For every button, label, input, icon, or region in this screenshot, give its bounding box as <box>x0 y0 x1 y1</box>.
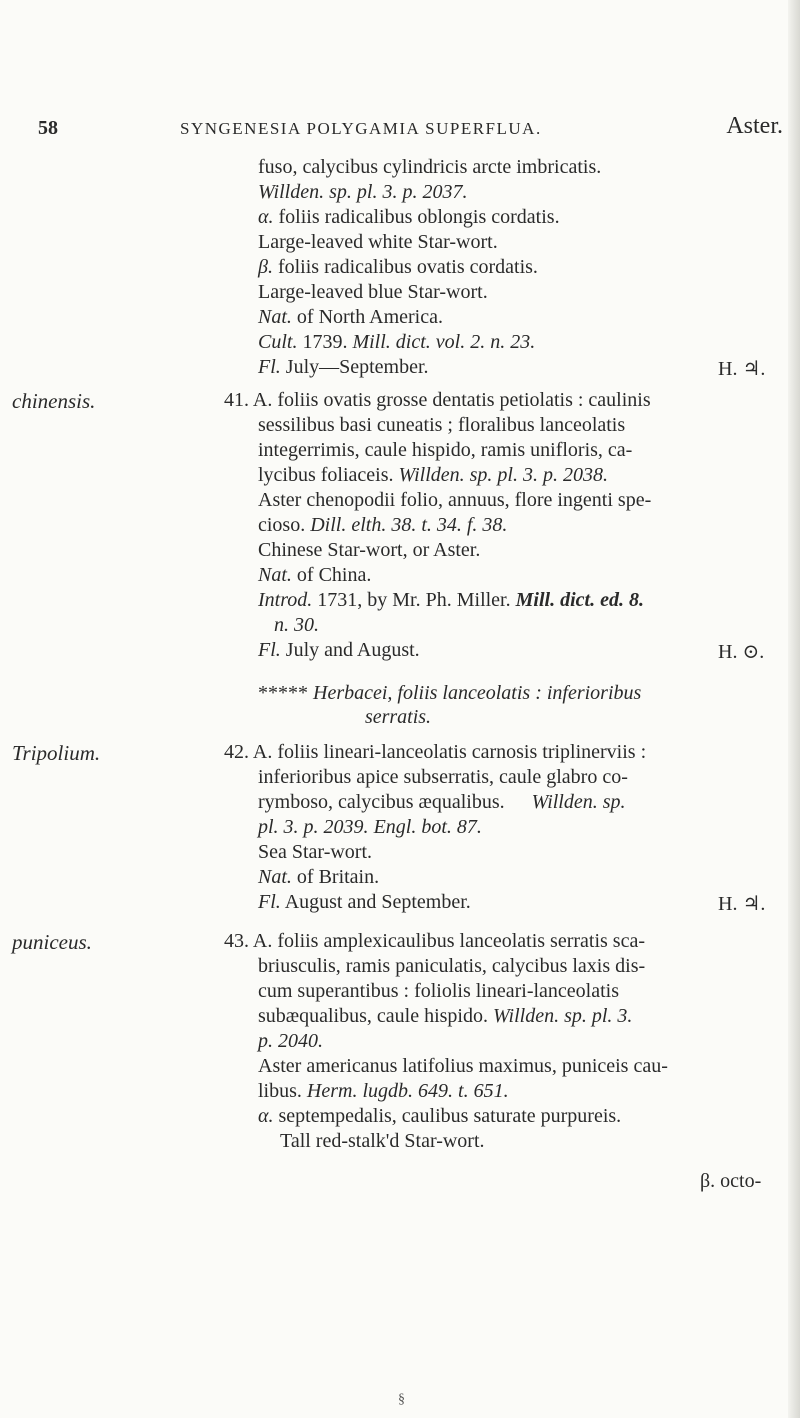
intro-alpha-english: Large-leaved white Star-wort. <box>258 231 498 253</box>
species-name-puniceus: puniceus. <box>12 930 92 954</box>
entry-41-introd-2: n. 30. <box>274 614 319 636</box>
entry-42-fl: Fl. August and September. <box>258 891 471 913</box>
entry-43-synonym: Aster americanus latifolius maximus, puniceis cau- <box>258 1055 668 1077</box>
page-edge-shadow <box>788 0 800 1418</box>
intro-beta-english: Large-leaved blue Star-wort. <box>258 281 488 303</box>
entry-42-nat: Nat. of Britain. <box>258 866 380 888</box>
entry-42-line-1: 42. A. foliis lineari-lanceolatis carnosis triplinerviis : <box>224 741 647 763</box>
entry-43-line-4: subæqualibus, caule hispido. Willden. sp. pl. 3. <box>258 1005 633 1027</box>
running-title: SYNGENESIA POLYGAMIA SUPERFLUA. <box>180 119 542 138</box>
entry-42-english: Sea Star-wort. <box>258 841 373 863</box>
intro-alpha: α. foliis radicalibus oblongis cordatis. <box>258 206 560 228</box>
footer-mark: § <box>398 1392 405 1407</box>
entry-42-line-2: inferioribus apice subserratis, caule glabro co- <box>258 766 628 788</box>
page-number: 58 <box>38 117 58 139</box>
running-header <box>38 113 783 145</box>
intro-habit: H. ♃. <box>718 358 766 380</box>
intro-beta: β. foliis radicalibus ovatis cordatis. <box>258 256 538 278</box>
entry-43-ref-2: p. 2040. <box>258 1030 323 1052</box>
intro-line-1: fuso, calycibus cylindricis arcte imbricatis. <box>258 156 602 178</box>
entry-41-line-1: 41. A. foliis ovatis grosse dentatis petiolatis : caulinis <box>224 389 651 411</box>
entry-41-line-3: integerrimis, caule hispido, ramis unifloris, ca- <box>258 439 633 461</box>
entry-41-line-4: lycibus foliaceis. Willden. sp. pl. 3. p. 2038. <box>258 464 608 486</box>
catchword: β. octo- <box>700 1170 762 1192</box>
section-heading-2: serratis. <box>364 706 432 728</box>
entry-43-line-3: cum superantibus : foliolis lineari-lanceolatis <box>258 980 620 1002</box>
intro-ref: Willden. sp. pl. 3. p. 2037. <box>258 181 468 203</box>
entry-42-line-3: rymboso, calycibus æqualibus. Willden. sp. <box>258 791 626 813</box>
entry-42-habit: H. ♃. <box>718 893 766 915</box>
entry-43-alpha: α. septempedalis, caulibus saturate purpureis. <box>258 1105 622 1127</box>
entry-41-synonym-2: cioso. Dill. elth. 38. t. 34. f. 38. <box>258 514 508 536</box>
entry-42-ref: pl. 3. p. 2039. Engl. bot. 87. <box>258 816 482 838</box>
entry-41-introd: Introd. 1731, by Mr. Ph. Miller. Mill. dict. ed. 8. <box>258 589 644 611</box>
intro-nat: Nat. of North America. <box>258 306 443 328</box>
entry-43-synonym-2: libus. Herm. lugdb. 649. t. 651. <box>258 1080 509 1102</box>
entry-43-line-2: briusculis, ramis paniculatis, calycibus laxis dis- <box>258 955 646 977</box>
entry-41-fl: Fl. July and August. <box>258 639 420 661</box>
entry-41-habit: H. ⊙. <box>718 641 765 663</box>
entry-43-english: Tall red-stalk'd Star-wort. <box>280 1130 485 1152</box>
intro-fl: Fl. July—September. <box>258 356 429 378</box>
entry-41-nat: Nat. of China. <box>258 564 372 586</box>
genus-title: Aster. <box>726 113 783 139</box>
section-heading: ***** Herbacei, foliis lanceolatis : inferioribus <box>258 682 642 704</box>
species-name-chinensis: chinensis. <box>12 389 96 413</box>
entry-41-line-2: sessilibus basi cuneatis ; floralibus lanceolatis <box>258 414 626 436</box>
entry-41-english: Chinese Star-wort, or Aster. <box>258 539 481 561</box>
species-name-tripolium: Tripolium. <box>12 741 101 765</box>
entry-43-line-1: 43. A. foliis amplexicaulibus lanceolatis serratis sca- <box>224 930 646 952</box>
intro-cult: Cult. 1739. Mill. dict. vol. 2. n. 23. <box>258 331 536 353</box>
entry-41-synonym: Aster chenopodii folio, annuus, flore ingenti spe- <box>258 489 652 511</box>
